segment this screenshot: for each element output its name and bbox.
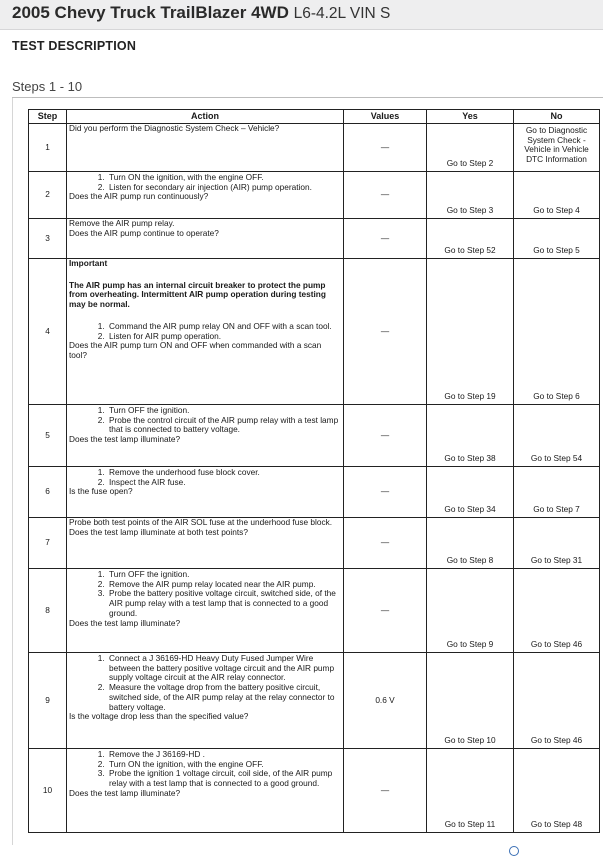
action-step-item: 1. Command the AIR pump relay ON and OFF with a scan tool. (107, 322, 341, 332)
action-step-item: 2. Remove the AIR pump relay located near the AIR pump. (107, 580, 341, 590)
page-title-vehicle: 2005 Chevy Truck TrailBlazer 4WD (12, 3, 289, 22)
page-title-engine: L6-4.2L VIN S (293, 5, 391, 22)
step-number: 3 (29, 219, 67, 259)
action-question: Does the test lamp illuminate? (69, 434, 181, 445)
value-cell: — (344, 749, 427, 833)
action-cell (67, 172, 344, 219)
table-row (29, 172, 600, 219)
table-row (29, 405, 600, 467)
value-cell: — (344, 259, 427, 405)
step-number: 5 (29, 405, 67, 467)
action-question: Does the test lamp illuminate? (69, 787, 181, 798)
table-row (29, 749, 600, 833)
action-question: Does the test lamp illuminate? (69, 617, 181, 628)
table-row (29, 259, 600, 405)
value-cell: — (344, 124, 427, 172)
action-text: Remove the AIR pump relay. (69, 218, 175, 228)
step-number: 7 (29, 518, 67, 569)
table-row (29, 467, 600, 518)
no-link[interactable]: Go to Step 6 (514, 259, 600, 405)
action-steps (69, 654, 341, 712)
steps-range-label: Steps 1 - 10 (12, 79, 83, 94)
scroll-indicator-icon[interactable] (509, 846, 519, 856)
header-values: Values (344, 110, 427, 124)
action-step-item: 1. Connect a J 36169-HD Heavy Duty Fused Jumper Wire between the battery positive voltage circuit and the AIR pump supply voltage circuit at the AIR relay connector. (107, 654, 341, 683)
value-cell: — (344, 405, 427, 467)
page-title (12, 3, 390, 23)
action-cell (67, 405, 344, 467)
action-step-item: 3. Probe the ignition 1 voltage circuit, coil side, of the AIR pump relay with a test lamp that is connected to a good ground. (107, 769, 341, 788)
step-number: 8 (29, 569, 67, 653)
yes-link[interactable]: Go to Step 38 (427, 405, 514, 467)
step-number: 6 (29, 467, 67, 518)
action-step-item: 1. Turn OFF the ignition. (107, 570, 341, 580)
no-link[interactable]: Go to Step 4 (514, 172, 600, 219)
value-cell: — (344, 569, 427, 653)
action-step-item: 2. Probe the control circuit of the AIR pump relay with a test lamp that is connected to battery voltage. (107, 416, 341, 435)
yes-link[interactable]: Go to Step 10 (427, 653, 514, 749)
step-number: 1 (29, 124, 67, 172)
action-question: Is the fuse open? (69, 486, 133, 497)
action-cell (67, 518, 344, 569)
table-row (29, 219, 600, 259)
table-row (29, 124, 600, 172)
section-title: TEST DESCRIPTION (12, 39, 137, 53)
yes-link[interactable]: Go to Step 52 (427, 219, 514, 259)
no-link[interactable]: Go to Step 5 (514, 219, 600, 259)
no-link[interactable]: Go to Step 7 (514, 467, 600, 518)
action-cell (67, 749, 344, 833)
no-link[interactable]: Go to Step 48 (514, 749, 600, 833)
action-cell (67, 259, 344, 405)
diagnostic-table (28, 109, 600, 833)
table-row (29, 569, 600, 653)
yes-link[interactable]: Go to Step 34 (427, 467, 514, 518)
yes-link[interactable]: Go to Step 3 (427, 172, 514, 219)
value-cell: — (344, 467, 427, 518)
action-step-item: 1. Turn ON the ignition, with the engine OFF. (107, 173, 341, 183)
yes-link[interactable]: Go to Step 11 (427, 749, 514, 833)
action-step-item: 1. Remove the underhood fuse block cover. (107, 468, 341, 478)
action-step-item: 1. Turn OFF the ignition. (107, 406, 341, 416)
action-cell (67, 219, 344, 259)
no-link[interactable]: Go to Diagnostic System Check - Vehicle in Vehicle DTC Information (514, 124, 600, 172)
action-question: Does the AIR pump continue to operate? (69, 227, 219, 238)
important-note: The AIR pump has an internal circuit breaker to protect the pump from overheating. Intermittent AIR pump operation during testing may be normal. (69, 279, 326, 310)
action-step-item: 2. Listen for secondary air injection (AIR) pump operation. (107, 183, 341, 193)
action-text: Probe both test points of the AIR SOL fuse at the underhood fuse block. (69, 517, 333, 527)
no-link[interactable]: Go to Step 31 (514, 518, 600, 569)
action-text: Did you perform the Diagnostic System Check – Vehicle? (69, 123, 280, 133)
action-question: Does the AIR pump turn ON and OFF when commanded with a scan tool? (69, 340, 322, 360)
yes-link[interactable]: Go to Step 19 (427, 259, 514, 405)
no-link[interactable]: Go to Step 46 (514, 569, 600, 653)
action-step-item: 2. Turn ON the ignition, with the engine OFF. (107, 760, 341, 770)
important-label: Important (69, 258, 108, 268)
step-number: 4 (29, 259, 67, 405)
yes-link[interactable]: Go to Step 8 (427, 518, 514, 569)
value-cell: — (344, 518, 427, 569)
header-bar (0, 0, 603, 30)
no-link[interactable]: Go to Step 46 (514, 653, 600, 749)
value-cell: — (344, 219, 427, 259)
no-link[interactable]: Go to Step 54 (514, 405, 600, 467)
action-steps (69, 322, 341, 341)
action-steps (69, 406, 341, 435)
action-step-item: 2. Inspect the AIR fuse. (107, 478, 341, 488)
action-steps (69, 570, 341, 619)
action-question: Is the voltage drop less than the specified value? (69, 711, 249, 722)
step-number: 9 (29, 653, 67, 749)
action-steps (69, 750, 341, 789)
header-yes: Yes (427, 110, 514, 124)
action-question: Does the AIR pump run continuously? (69, 191, 209, 202)
step-number: 2 (29, 172, 67, 219)
table-header-row (29, 110, 600, 124)
table-row (29, 518, 600, 569)
action-step-item: 2. Measure the voltage drop from the battery positive circuit, switched side, of the AIR pump relay at the relay connector to battery voltage. (107, 683, 341, 712)
action-cell (67, 124, 344, 172)
yes-link[interactable]: Go to Step 2 (427, 124, 514, 172)
action-steps (69, 173, 341, 192)
action-cell (67, 653, 344, 749)
action-step-item: 1. Remove the J 36169-HD . (107, 750, 341, 760)
value-cell: 0.6 V (344, 653, 427, 749)
step-number: 10 (29, 749, 67, 833)
action-cell (67, 467, 344, 518)
divider (12, 97, 603, 98)
action-question: Does the test lamp illuminate at both test points? (69, 526, 248, 537)
yes-link[interactable]: Go to Step 9 (427, 569, 514, 653)
table-row (29, 653, 600, 749)
action-step-item: 3. Probe the battery positive voltage circuit, switched side, of the AIR pump relay with a test lamp that is connected to a good ground. (107, 589, 341, 618)
header-step: Step (29, 110, 67, 124)
value-cell: — (344, 172, 427, 219)
action-step-item: 2. Listen for AIR pump operation. (107, 332, 341, 342)
action-steps (69, 468, 341, 487)
action-cell (67, 569, 344, 653)
header-no: No (514, 110, 600, 124)
header-action: Action (67, 110, 344, 124)
